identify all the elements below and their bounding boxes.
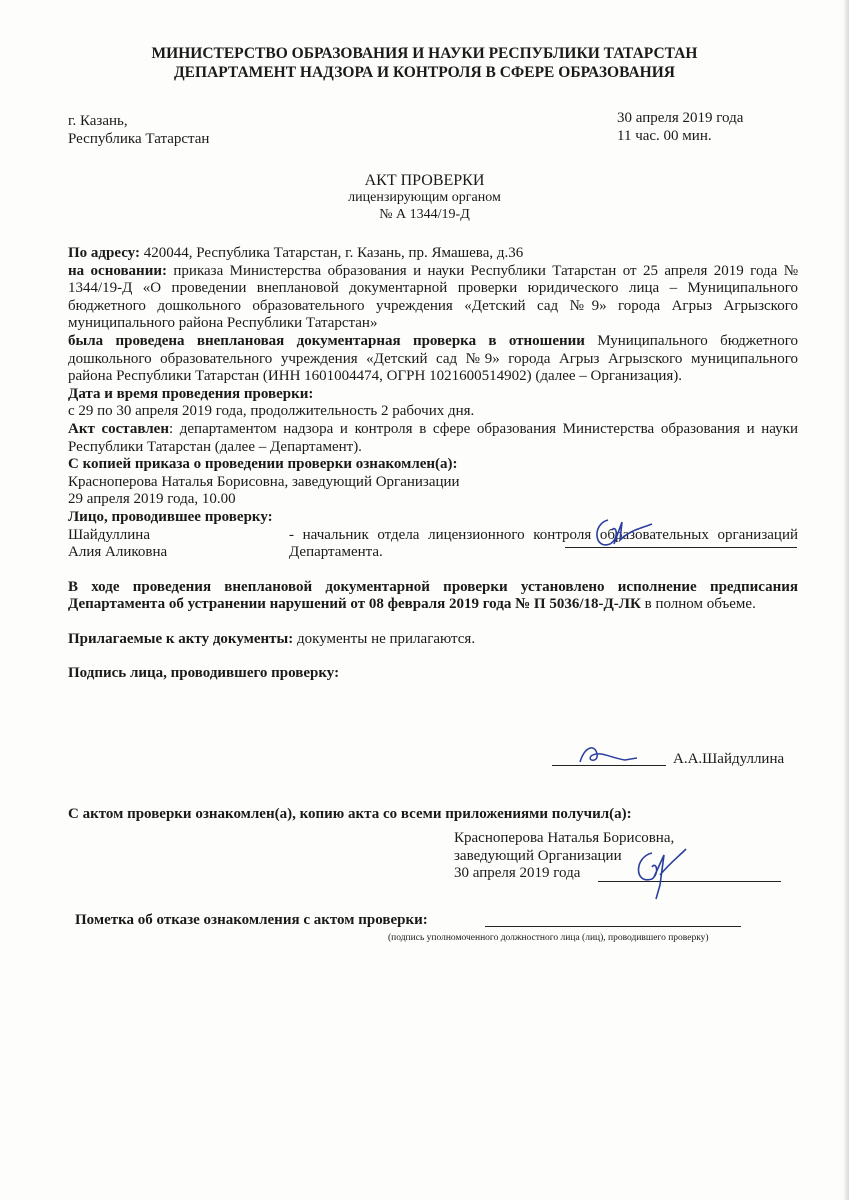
act-label: Акт составлен xyxy=(68,420,169,437)
act-date: 30 апреля 2019 года xyxy=(617,110,744,126)
basis: приказа Министерства образования и науки Республики Татарстан от 25 апреля 2019 года № 1344/19-Д «О проведении внеплановой документарной проверки юридического лица – Муниципального бюджетного дошкольного образовательного учреждения «Детский сад №9» города Агрыз Агрызского муниципального района Республики Татарстан» xyxy=(68,262,799,332)
title-main: АКТ ПРОВЕРКИ xyxy=(364,172,485,189)
republic: Республика Татарстан xyxy=(68,130,210,147)
copy-label: С копией приказа о проведении проверки ознакомлен(а): xyxy=(68,456,458,473)
refusal-label: Пометка об отказе ознакомления с актом проверки: xyxy=(75,912,428,928)
ministry-name: МИНИСТЕРСТВО ОБРАЗОВАНИЯ И НАУКИ РЕСПУБЛИКИ ТАТАРСТАН xyxy=(151,45,698,62)
address: 420044, Республика Татарстан, г. Казань, пр. Ямашева, д.36 xyxy=(139,245,524,261)
inspector-signature-name: А.А.Шайдуллина xyxy=(673,751,785,767)
handwritten-signature-icon xyxy=(590,510,670,560)
copy-date: 29 апреля 2019 года, 10.00 xyxy=(68,491,236,508)
received-date: 30 апреля 2019 года xyxy=(454,865,581,882)
received-label: С актом проверки ознакомлен(а), копию акта со всеми приложениями получил(а): xyxy=(68,806,632,822)
act-title xyxy=(0,172,849,223)
handwritten-signature-icon xyxy=(575,740,655,770)
city: г. Казань, xyxy=(68,113,128,129)
date-value: с 29 по 30 апреля 2019 года, продолжительность 2 рабочих дня. xyxy=(68,403,475,420)
act-number: № А 1344/19-Д xyxy=(379,207,470,222)
place xyxy=(68,113,209,148)
attached-label: Прилагаемые к акту документы: xyxy=(68,630,294,647)
date-label: Дата и время проведения проверки: xyxy=(68,385,314,402)
result-tail: в полном объеме. xyxy=(640,596,756,613)
handwritten-signature-icon xyxy=(630,845,700,905)
inspection: Муниципального бюджетного дошкольного образовательного учреждения «Детский сад №9» города Агрыз Агрызского муниципального района Республики Татарстан (ИНН 1601004474, ОГРН 1021600514902) (далее – Организация). xyxy=(68,332,798,385)
main-body xyxy=(68,245,798,683)
department-name: ДЕПАРТАМЕНТ НАДЗОРА И КОНТРОЛЯ В СФЕРЕ ОБРАЗОВАНИЯ xyxy=(174,64,675,81)
refusal-signature-line xyxy=(485,926,741,927)
copy-person: Красноперова Наталья Борисовна, заведующий Организации xyxy=(68,473,460,490)
document-header xyxy=(0,44,849,82)
act-author: : департаментом надзора и контроля в сфере образования Министерства образования и науки Республики Татарстан (далее – Департамент). xyxy=(68,420,798,455)
inspection-label: была проведена внеплановая документарная проверка в отношении xyxy=(68,332,585,349)
address-label: По адресу: xyxy=(68,245,140,261)
refusal-caption: (подпись уполномоченного должностного лица (лиц), проводившего проверку) xyxy=(388,933,709,943)
attached: документы не прилагаются. xyxy=(293,630,476,647)
signature-label: Подпись лица, проводившего проверку: xyxy=(68,665,340,682)
basis-label: на основании: xyxy=(68,262,167,279)
inspector-label: Лицо, проводившее проверку: xyxy=(68,508,273,525)
inspector-surname: Шайдуллина xyxy=(68,526,150,543)
title-sub: лицензирующим органом xyxy=(348,190,501,205)
received-name: Красноперова Наталья Борисовна, xyxy=(454,830,675,846)
inspector-role: - начальник отдела лицензионного контроля образовательных организаций Департамента. xyxy=(289,526,798,561)
received-role: заведующий Организации xyxy=(454,847,622,864)
result-statement: В ходе проведения внеплановой документарной проверки установлено исполнение предписания Департамента об устранении нарушений от 08 февраля 2019 года № П 5036/18-Д-ЛК xyxy=(68,578,798,613)
act-time: 11 час. 00 мин. xyxy=(617,127,712,144)
datetime xyxy=(617,110,743,145)
inspector-given-names: Алия Аликовна xyxy=(68,544,168,561)
